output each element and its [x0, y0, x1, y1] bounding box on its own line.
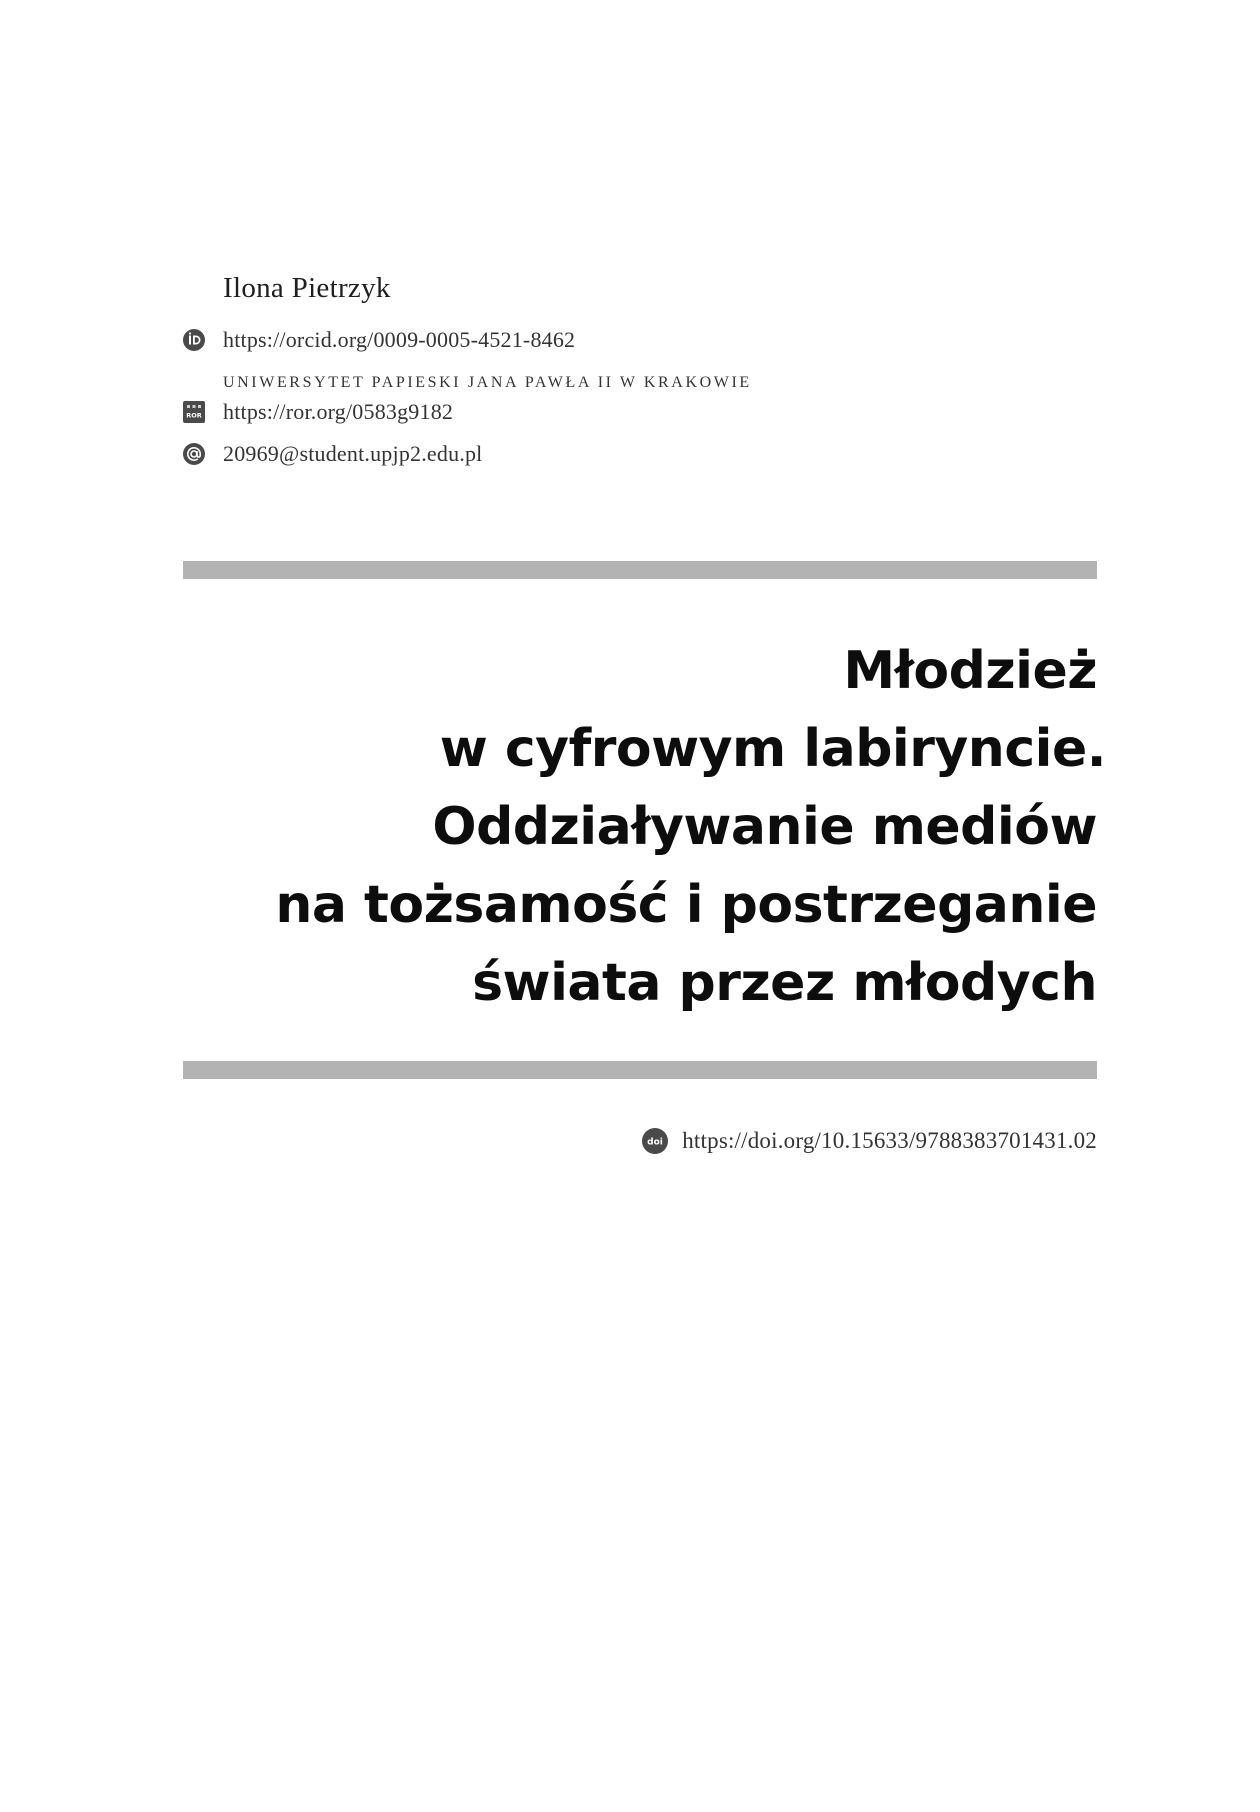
- svg-text:doi: doi: [647, 1137, 664, 1148]
- orcid-row: [183, 326, 575, 354]
- ror-icon: [183, 401, 205, 423]
- doi-link[interactable]: https://doi.org/10.15633/9788383701431.02: [682, 1128, 1097, 1153]
- svg-text:ROR: ROR: [186, 411, 202, 420]
- top-divider: [183, 561, 1097, 579]
- ror-row: [183, 398, 453, 426]
- author-name: Ilona Pietrzyk: [223, 272, 391, 304]
- chapter-title: [197, 632, 1106, 1022]
- ror-link[interactable]: https://ror.org/0583g9182: [223, 399, 454, 424]
- title-line-5: świata przez młodych: [472, 953, 1097, 1013]
- title-line-4: na tożsamość i postrzeganie: [275, 875, 1097, 935]
- email-row: [183, 440, 483, 468]
- email-icon: [183, 443, 205, 465]
- title-line-2: w cyfrowym labiryncie.: [439, 719, 1106, 779]
- title-line-1: Młodzież: [843, 641, 1097, 701]
- bottom-divider: [183, 1061, 1097, 1079]
- title-line-3: Oddziaływanie mediów: [432, 797, 1097, 857]
- orcid-link[interactable]: https://orcid.org/0009-0005-4521-8462: [223, 327, 576, 352]
- affiliation: UNIWERSYTET PAPIESKI JANA PAWŁA II W KRAKOWIE: [223, 374, 752, 391]
- doi-icon: [642, 1128, 668, 1154]
- doi-row: [642, 1128, 1097, 1154]
- orcid-icon: [183, 329, 205, 351]
- email-address[interactable]: 20969@student.upjp2.edu.pl: [223, 441, 483, 466]
